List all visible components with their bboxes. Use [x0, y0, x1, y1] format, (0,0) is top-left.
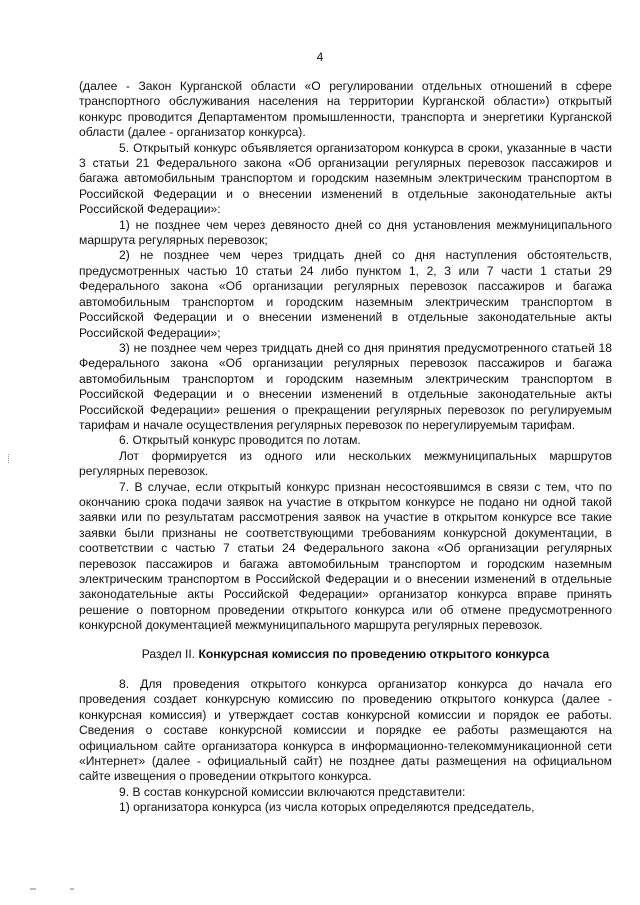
paragraph-item-5: 5. Открытый конкурс объявляется организатором конкурса в сроки, указанные в части 3 статьи 21 Федерального закона «Об организации регулярных перевозок пассажиров и багажа автомобильным транспортом и городским наземным электрическим транспортом в Российской Федерации и о внесении изменений в отдельные законодательные акты Российской Федерации»: [79, 140, 612, 217]
paragraph-subitem-1: 1) не позднее чем через девяносто дней со дня установления межмуниципального маршрута регулярных перевозок; [79, 217, 612, 248]
paragraph-subitem-3: 3) не позднее чем через тридцать дней со дня принятия предусмотренного статьей 18 Федерального закона «Об организации регулярных перевозок пассажиров и багажа автомобильным транспортом и городским наземным электрическим транспортом в Российской Федерации и о внесении изменений в отдельные законодательные акты Российской Федерации» решения о прекращении регулярных перевозок по регулируемым тарифам и начале осуществления регулярных перевозок по нерегулируемым тарифам. [79, 340, 612, 432]
margin-mark [8, 454, 11, 463]
paragraph-item-7: 7. В случае, если открытый конкурс признан несостоявшимся в связи с тем, что по окончанию срока подачи заявок на участие в открытом конкурсе не подано ни одной такой заявки или по результатам рассмотрения заявок на участие в открытом конкурсе все такие заявки были признаны не соответствующими требованиям конкурсной документации, в соответствии с частью 7 статьи 24 Федерального закона «Об организации регулярных перевозок пассажиров и багажа автомобильным транспортом и городским наземным электрическим транспортом в Российской Федерации и о внесении изменений в отдельные законодательные акты Российской Федерации» организатор конкурса вправе принять решение о повторном проведении открытого конкурса или об отмене предусмотренного конкурсной документацией межмуниципального маршрута регулярных перевозок. [79, 479, 612, 633]
document-body [79, 79, 612, 816]
paragraph-item-9-subitem-1: 1) организатора конкурса (из числа которых определяются председатель, [119, 800, 535, 815]
paragraph-item-9: 9. В состав конкурсной комиссии включаются представители: [119, 784, 466, 799]
section-title: Конкурсная комиссия по проведению открытого конкурса [198, 646, 550, 661]
paragraph-item-6: 6. Открытый конкурс проводится по лотам. [119, 433, 361, 448]
page-number: 4 [316, 50, 324, 64]
footer-mark-left [30, 888, 36, 890]
paragraph-subitem-2: 2) не позднее чем через тридцать дней со дня наступления обстоятельств, предусмотренных частью 10 статьи 24 либо пунктом 1, 2, 3 или 7 части 1 статьи 29 Федерального закона «Об организации регулярных перевозок пассажиров и багажа автомобильным транспортом и городским наземным электрическим транспортом в Российской Федерации и о внесении изменений в отдельные законодательные акты Российской Федерации»; [79, 248, 612, 340]
footer-mark-right [70, 888, 74, 890]
paragraph-intro: (далее - Закон Курганской области «О регулировании отдельных отношений в сфере транспортного обслуживания населения на территории Курганской области») открытый конкурс проводится Департаментом промышленности, транспорта и энергетики Курганской области (далее - организатор конкурса). [79, 79, 612, 140]
section-prefix: Раздел II. [141, 646, 199, 661]
paragraph-item-8: 8. Для проведения открытого конкурса организатор конкурса до начала его проведения создает конкурсную комиссию по проведению открытого конкурса (далее - конкурсная комиссия) и утверждает состав конкурсной комиссии и порядок ее работы. Сведения о составе конкурсной комиссии и порядке ее работы размещаются на официальном сайте организатора конкурса в информационно-телекоммуникационной сети «Интернет» (далее - официальный сайт) не позднее даты размещения на официальном сайте извещения о проведении открытого конкурса. [79, 677, 612, 784]
section-heading [79, 647, 612, 662]
paragraph-lot: Лот формируется из одного или нескольких межмуниципальных маршрутов регулярных перевозок. [79, 448, 612, 479]
